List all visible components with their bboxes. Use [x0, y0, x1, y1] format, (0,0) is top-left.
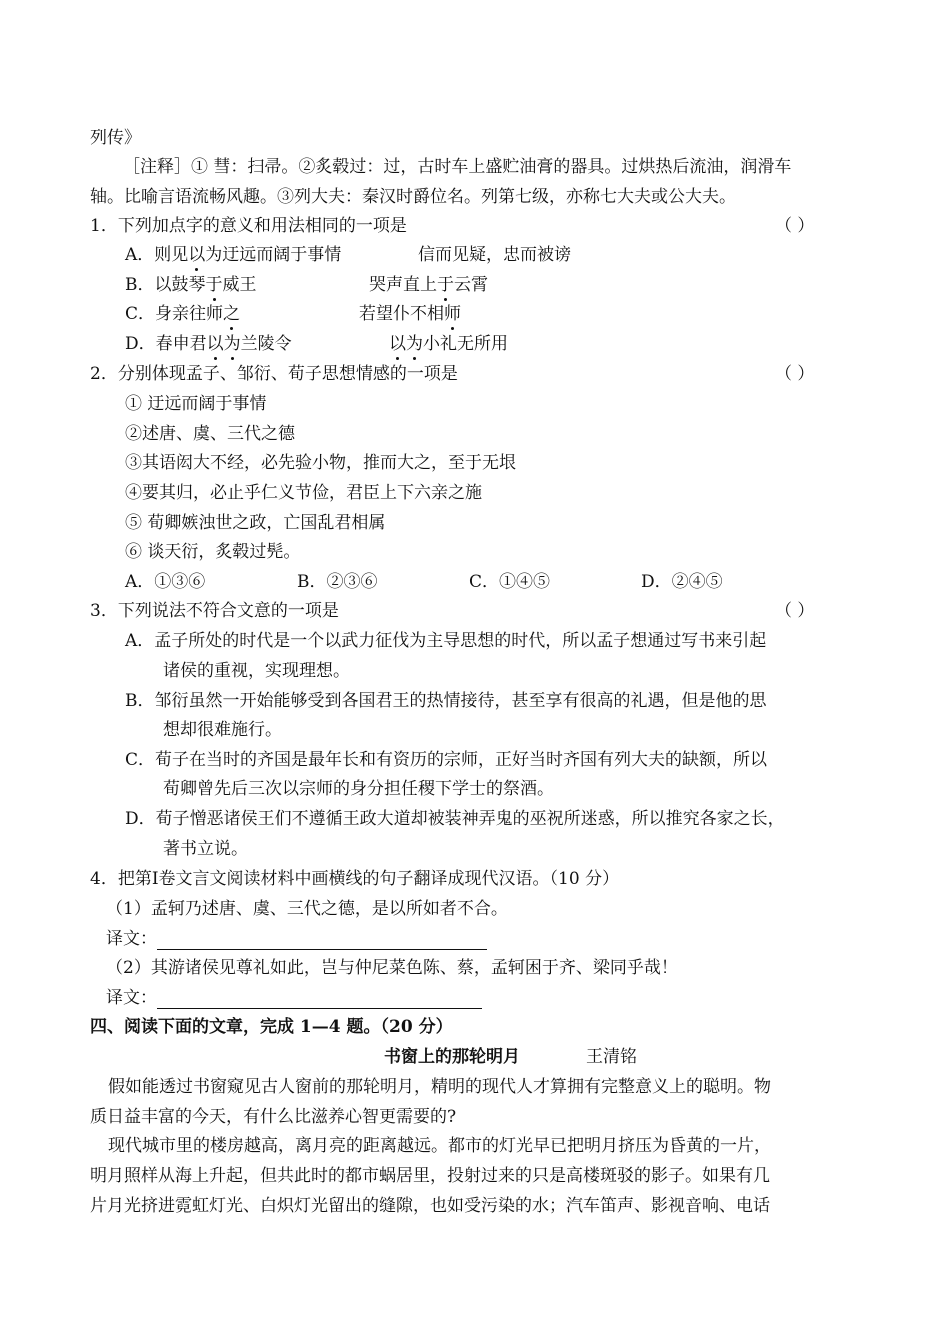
- q1-option-a-right: [418, 244, 571, 266]
- q2-item: ④要其归，必止乎仁义节俭，君臣上下六亲之施: [125, 483, 482, 503]
- q1-option-d-right: [389, 333, 508, 355]
- q2-choice-a: A．①③⑥: [125, 572, 206, 592]
- q2-choice-c: C．①④⑤: [469, 572, 551, 592]
- q1-option-text: 小礼无所用: [423, 334, 508, 354]
- q2-answer-paren: （ ）: [775, 364, 815, 384]
- q4-answer-1: [106, 928, 487, 950]
- article-title: 书窗上的那轮明月: [384, 1047, 520, 1067]
- q1-answer-paren: （ ）: [775, 216, 815, 236]
- q1-option-text: 信而见疑，忠而被谤: [418, 245, 571, 265]
- q1-option-b-right: [369, 274, 488, 296]
- note-line-2: 轴。比喻言语流畅风趣。③列大夫：秦汉时爵位名。列第七级，亦称七大夫或公大夫。: [90, 187, 736, 207]
- emphasized-character: 以: [206, 334, 224, 354]
- q1-option-label: B．: [125, 275, 155, 295]
- section-heading: 四、阅读下面的文章，完成 1—4 题。（20 分）: [90, 1017, 453, 1037]
- q3-stem: 3．下列说法不符合文意的一项是: [90, 601, 339, 621]
- q3-option-c: [125, 749, 767, 771]
- article-paragraph-line: 片月光挤进霓虹灯光、白炽灯光留出的缝隙，也如受污染的水；汽车笛声、影视音响、电话: [90, 1196, 770, 1216]
- q1-option-label: C．: [125, 304, 156, 324]
- q3-option-c-cont: 荀卿曾先后三次以宗师的身分担任稷下学士的祭酒。: [163, 779, 554, 799]
- q3-option-text: 孟子所处的时代是一个以武力征伐为主导思想的时代，所以孟子想通过写书来引起: [154, 631, 767, 651]
- q1-option-text: 为迂远而阔于事情: [205, 245, 342, 265]
- q2-stem: 2．分别体现孟子、邹衍、荀子思想情感的一项是: [90, 364, 458, 384]
- q1-option-text: 以鼓琴: [154, 275, 206, 295]
- q1-option-label: D．: [125, 334, 156, 354]
- q3-option-b-cont: 想却很难施行。: [163, 720, 282, 740]
- article-paragraph-line: 质日益丰富的今天，有什么比滋养心智更需要的?: [90, 1107, 457, 1127]
- article-paragraph-line: 现代城市里的楼房越高，离月亮的距离越远。都市的灯光早已把明月挤压为昏黄的一片，: [108, 1136, 771, 1156]
- article-paragraph-line: 假如能透过书窗窥见古人窗前的那轮明月，精明的现代人才算拥有完整意义上的聪明。物: [108, 1077, 771, 1097]
- q1-option-text: 春申君: [155, 334, 207, 354]
- q3-option-a-cont: 诸侯的重视，实现理想。: [163, 661, 350, 681]
- q1-option-text: 则见: [154, 245, 189, 265]
- q2-choice-b: B．②③⑥: [297, 572, 378, 592]
- source-end: 列传》: [90, 128, 141, 148]
- q1-option-text: 若望仆不相: [359, 304, 444, 324]
- answer-label: 译文：: [106, 988, 157, 1008]
- q2-item: ⑥ 谈天衍，炙毂过髡。: [125, 542, 301, 562]
- article-paragraph-line: 明月照样从海上升起，但共此时的都市蜗居里，投射过来的只是高楼斑驳的影子。如果有几: [90, 1166, 770, 1186]
- q1-option-label: A．: [125, 245, 155, 265]
- q1-option-c: [125, 303, 240, 325]
- q3-option-d-cont: 著书立说。: [163, 839, 248, 859]
- q2-item: ②述唐、虞、三代之德: [125, 424, 295, 444]
- q4-answer-2: [106, 987, 482, 1009]
- q3-option-b: [125, 690, 767, 712]
- q3-option-label: A．: [125, 631, 155, 651]
- emphasized-characters: [207, 334, 241, 354]
- q3-option-a: [125, 630, 766, 652]
- emphasized-character: 之: [223, 304, 241, 324]
- q4-stem: 4．把第Ⅰ卷文言文阅读材料中画横线的句子翻译成现代汉语。（10 分）: [90, 869, 620, 889]
- q3-option-label: C．: [125, 750, 156, 770]
- answer-blank-1[interactable]: [157, 931, 487, 950]
- q2-item: ③其语闳大不经，必先验小物，推而大之，至于无垠: [125, 453, 516, 473]
- q2-choice-d: D．②④⑤: [641, 572, 723, 592]
- q1-option-c-right: [359, 303, 461, 325]
- emphasized-character: 师: [444, 304, 461, 324]
- emphasized-characters: [389, 334, 423, 354]
- q3-option-d: [125, 808, 785, 830]
- q3-option-text: 邹衍虽然一开始能够受到各国君王的热情接待，甚至享有很高的礼遇，但是他的思: [154, 691, 767, 711]
- q1-option-b: [125, 274, 257, 296]
- q1-option-d: [125, 333, 292, 355]
- article-author: 王清铭: [586, 1047, 637, 1067]
- q2-item: ⑤ 荀卿嫉浊世之政，亡国乱君相属: [125, 513, 386, 533]
- emphasized-character: 以: [188, 245, 206, 265]
- q3-option-label: B．: [125, 691, 155, 711]
- q1-option-text: 威王: [222, 275, 257, 295]
- q1-option-text: 哭声直上: [369, 275, 437, 295]
- q3-option-text: 荀子憎恶诸侯王们不遵循王政大道却被装神弄鬼的巫祝所迷惑，所以推究各家之长，: [155, 809, 785, 829]
- q1-option-a: [125, 244, 341, 266]
- q2-item: ① 迂远而阔于事情: [125, 394, 267, 414]
- q1-option-text: 兰陵令: [240, 334, 292, 354]
- q1-option-text: 身亲往师: [155, 304, 224, 324]
- q1-option-text: 云霄: [454, 275, 488, 295]
- answer-label: 译文：: [106, 929, 157, 949]
- q3-option-label: D．: [125, 809, 156, 829]
- emphasized-character: 以: [389, 334, 406, 354]
- note-line-1: ［注释］① 彗：扫帚。②炙毂过：过，古时车上盛贮油膏的器具。过烘热后流油，润滑车: [123, 157, 792, 177]
- q4-item-1: （1）孟轲乃述唐、虞、三代之德，是以所如者不合。: [106, 899, 508, 919]
- emphasized-character: 于: [437, 275, 454, 295]
- emphasized-character: 于: [205, 275, 223, 295]
- q4-item-2: （2）其游诸侯见尊礼如此，岂与仲尼菜色陈、蔡，孟轲困于齐、梁同乎哉！: [106, 958, 678, 978]
- answer-blank-2[interactable]: [157, 990, 482, 1009]
- emphasized-character: 为: [406, 334, 423, 354]
- q3-option-text: 荀子在当时的齐国是最年长和有资历的宗师，正好当时齐国有列大夫的缺额，所以: [155, 750, 768, 770]
- emphasized-character: 为: [223, 334, 241, 354]
- q3-answer-paren: （ ）: [775, 601, 815, 621]
- q1-stem: 1．下列加点字的意义和用法相同的一项是: [90, 216, 407, 236]
